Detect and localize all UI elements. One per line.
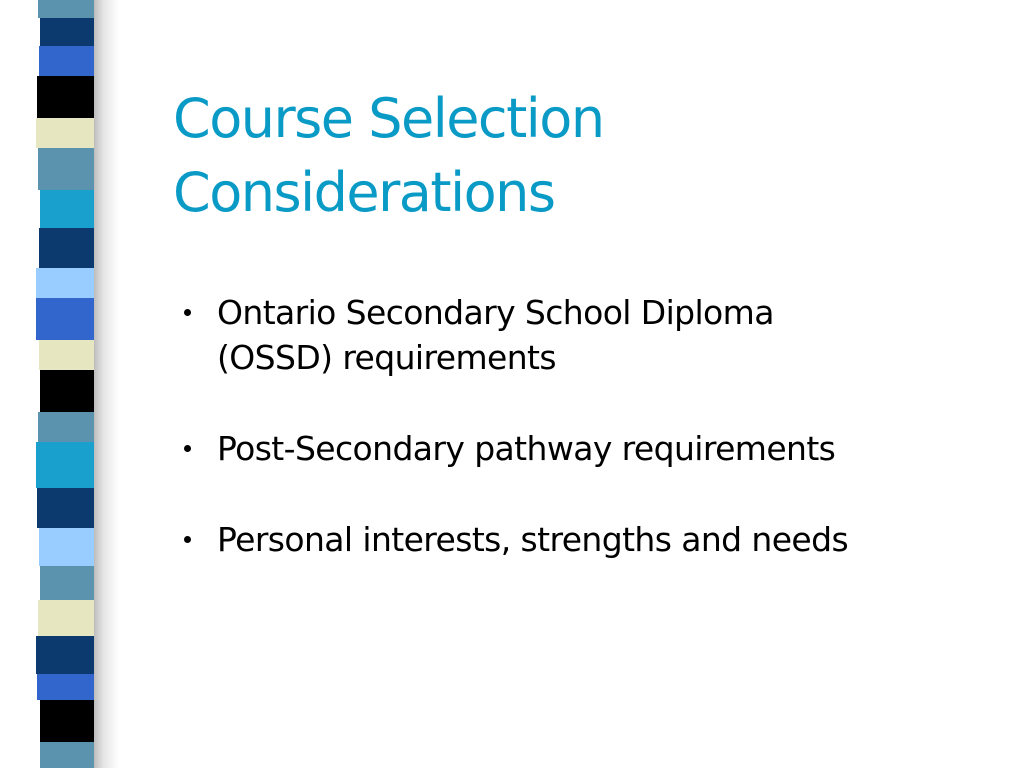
bullet-item-ossd — [172, 290, 992, 380]
decorative-stripe-graphic — [0, 0, 120, 768]
bullet-text — [217, 426, 992, 471]
bullet-dot-icon — [184, 309, 191, 316]
bullet-dot-icon — [184, 445, 191, 452]
slide-title-line-1: Course Selection — [173, 87, 604, 150]
stripe-block — [38, 148, 94, 190]
stripe-block — [40, 566, 94, 600]
stripe-block — [39, 340, 94, 370]
stripe-block — [36, 636, 94, 674]
stripe-block — [36, 268, 94, 298]
bullet-line: Personal interests, strengths and needs — [217, 520, 849, 559]
bullet-text — [217, 517, 992, 562]
stripe-block — [38, 600, 94, 636]
stripe-block — [38, 0, 94, 18]
stripe-block — [39, 228, 94, 268]
stripe-block — [36, 298, 94, 340]
stripe-block — [40, 700, 94, 742]
bullet-text — [217, 290, 992, 380]
slide-title-line-2: Considerations — [173, 161, 555, 224]
bullet-line: Ontario Secondary School Diploma — [217, 293, 774, 332]
bullet-item-pathway — [172, 426, 992, 471]
stripe-block — [38, 412, 94, 442]
stripe-block — [37, 76, 94, 118]
stripe-block — [37, 674, 94, 700]
stripe-block — [39, 528, 94, 566]
slide-title — [173, 82, 973, 230]
stripe-block — [36, 442, 94, 488]
stripe-block — [40, 18, 94, 46]
stripe-block — [40, 370, 94, 412]
stripe-block — [40, 190, 94, 228]
bullet-dot-icon — [184, 536, 191, 543]
decorative-stripe — [0, 0, 120, 768]
stripe-block — [39, 46, 94, 76]
bullet-line: (OSSD) requirements — [217, 338, 556, 377]
stripe-block — [36, 118, 94, 148]
stripe-block — [37, 488, 94, 528]
bullet-line: Post-Secondary pathway requirements — [217, 429, 836, 468]
stripe-block — [40, 742, 94, 768]
bullet-list — [172, 290, 992, 562]
bullet-item-personal — [172, 517, 992, 562]
